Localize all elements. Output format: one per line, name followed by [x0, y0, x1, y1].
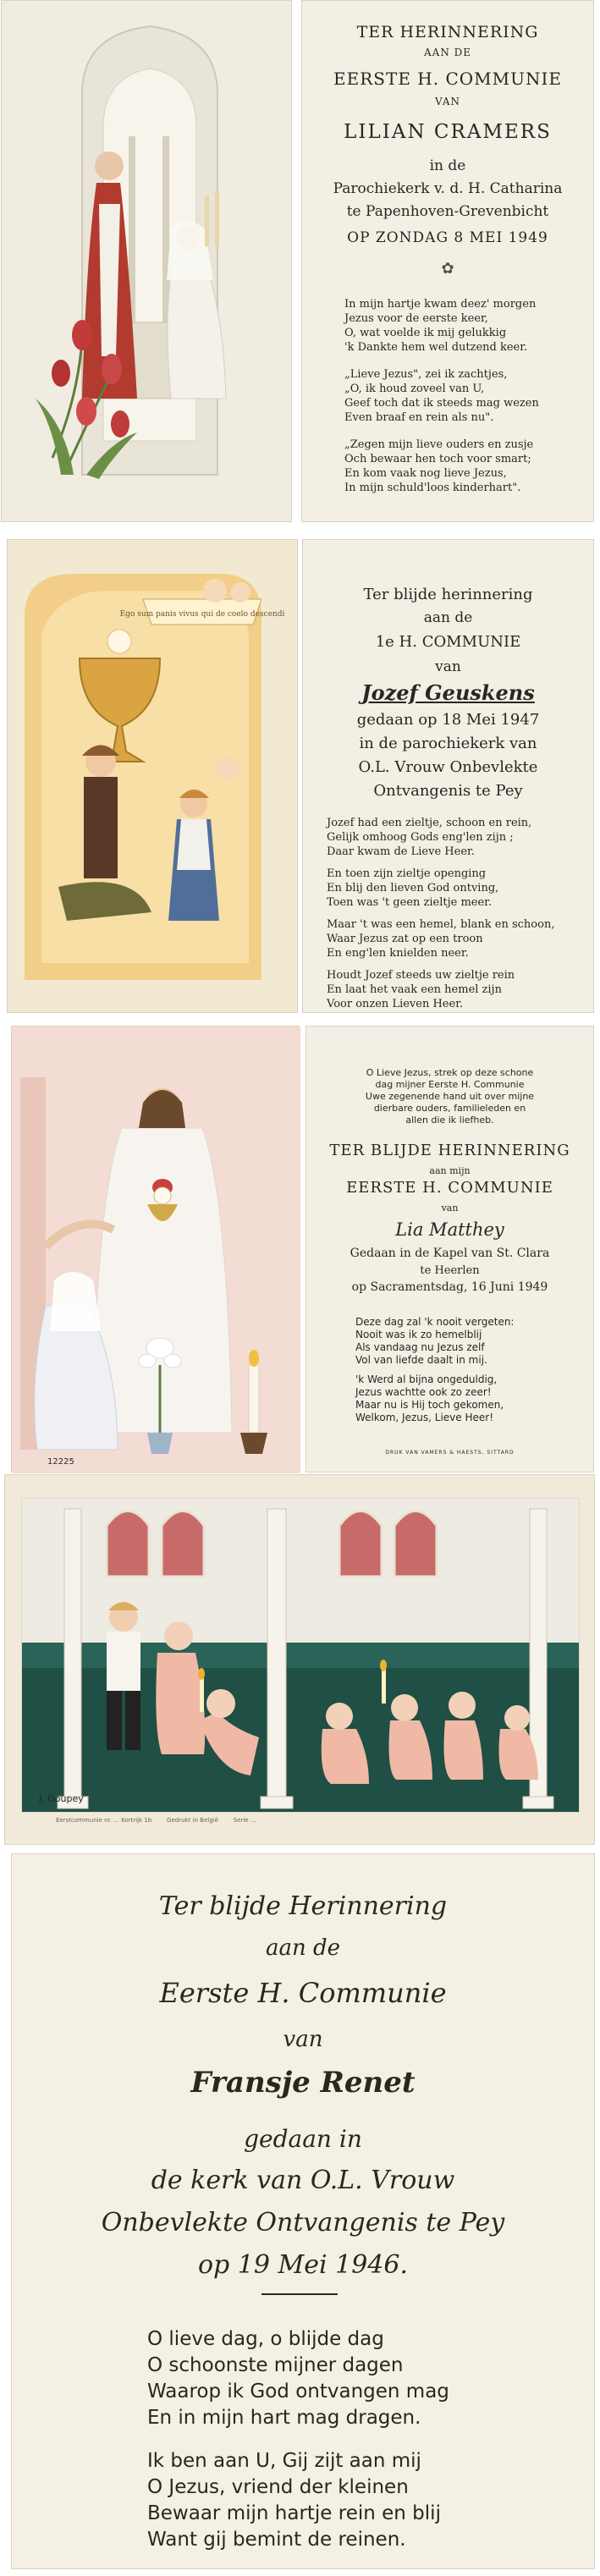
card-5-heading-2: aan de [265, 1935, 341, 1961]
banner-text: Ego sum panis vivus qui de coelo descendi [119, 610, 285, 619]
card-3-name: Lia Matthey [395, 1219, 504, 1240]
card-1-date: OP ZONDAG 8 MEI 1949 [347, 229, 548, 246]
card-1-heading-1: TER HERINNERING [356, 23, 539, 41]
card-1-heading-2: AAN DE [423, 47, 472, 58]
card-2-line-6: gedaan op 18 Mei 1947 [356, 711, 540, 729]
card-2-picture [7, 539, 298, 1013]
card-1-text [301, 0, 594, 522]
card-2-line-7: in de parochiekerk van [359, 735, 537, 752]
card-3-text [306, 1026, 594, 1472]
card-1-verse-3: „Zegen mijn lieve ouders en zusje Och bewaar hen toch voor smart; En kom vaak nog lieve Jezus, In mijn schuld'loos kinderhart". [344, 438, 534, 494]
card-5-line-6: gedaan in [244, 2125, 362, 2153]
card-5-heading-1: Ter blijde Herinnering [158, 1891, 448, 1921]
card-2-verse-4: Houdt Jozef steeds uw zieltje rein En laat het vaak een hemel zijn Voor onzen Lieven Heer. [327, 969, 515, 1010]
card-3-line-6: Gedaan in de Kapel van St. Clara [350, 1247, 550, 1260]
card-2-verse-2: En toen zijn zieltje openging En blij den lieven God ontving, Toen was 't geen zieltje meer. [327, 867, 499, 909]
card-5-verse-2: Ik ben aan U, Gij zijt aan mij O Jezus, vriend der kleinen Bewaar mijn hartje rein en blij Want gij bemint de reinen. [147, 2450, 441, 2551]
card-4-footer: Eerstcommunie nr. ... Kortrijk 1b Gedrukt in België Serie ... [56, 1817, 256, 1824]
card-1-verse-2: „Lieve Jezus", zei ik zachtjes, „O, ik houd zoveel van U, Geef toch dat ik steeds mag wezen Even braaf en rein als nu". [344, 368, 539, 424]
card-5-name: Fransje Renet [190, 2066, 416, 2100]
card-3-intro: O Lieve Jezus, strek op deze schone dag mijner Eerste H. Communie Uwe zegenende hand uit over mijne dierbare ouders, familieleden en allen die ik liefheb. [365, 1067, 535, 1126]
card-1-line-7: Parochiekerk v. d. H. Catharina [333, 180, 563, 197]
card-2-heading-4: van [435, 658, 461, 675]
card-2-line-8: O.L. Vrouw Onbevlekte [358, 758, 538, 776]
card-3-heading-2: aan mijn [429, 1165, 471, 1176]
card-1-line-8: te Papenhoven-Grevenbicht [346, 203, 549, 220]
card-2-line-9: Ontvangenis te Pey [373, 782, 523, 800]
card-2-verse-1: Jozef had een zieltje, schoon en rein, Gelijk omhoog Gods eng'len zijn ; Daar kwam de Lieve Heer. [327, 817, 532, 858]
card-1-heading-3: EERSTE H. COMMUNIE [333, 69, 562, 89]
candle-icon [249, 1365, 259, 1433]
card-5-divider [261, 2293, 338, 2295]
card-4-picture [4, 1474, 595, 1845]
card-3-heading-3: EERSTE H. COMMUNIE [346, 1179, 553, 1197]
card-5-text [11, 1853, 595, 2569]
card-4-signature: J. Goupey [39, 1793, 84, 1804]
card-3-picture [11, 1026, 300, 1472]
card-1-picture [1, 0, 292, 522]
card-2-heading-1: Ter blijde herinnering [363, 586, 533, 603]
angels-procession-illustration [5, 1475, 596, 1846]
card-2-name: Jozef Geuskens [361, 680, 535, 705]
chalice-and-kneeling-boys-illustration [8, 540, 299, 1014]
card-5-heading-4: van [283, 2027, 323, 2052]
card-3-heading-4: van [441, 1203, 459, 1214]
card-5-line-8: Onbevlekte Ontvangenis te Pey [101, 2208, 505, 2237]
card-3-verse-2: 'k Werd al bijna ongeduldig, Jezus wachtte ook zo zeer! Maar nu is Hij toch gekomen, Welkom, Jezus, Lieve Heer! [355, 1373, 504, 1423]
card-3-verse-1: Deze dag zal 'k nooit vergeten: Nooit was ik zo hemelblij Als vandaag nu Jezus zelf Vol van liefde daalt in mij. [355, 1316, 515, 1366]
card-5-line-7: de kerk van O.L. Vrouw [151, 2166, 455, 2195]
card-3-catalog-number: 12225 [47, 1457, 74, 1467]
angel-head [216, 757, 239, 780]
flower-ornament-icon: ✿ [441, 260, 454, 278]
card-5-date: op 19 Mei 1946. [198, 2250, 408, 2280]
first-communion-altar-illustration [2, 1, 293, 523]
card-5-verse-1: O lieve dag, o blijde dag O schoonste mijner dagen Waarop ik God ontvangen mag En in mijn hart mag dragen. [147, 2328, 449, 2429]
card-3-line-7: te Heerlen [420, 1264, 480, 1277]
card-1-verse-1: In mijn hartje kwam deez' morgen Jezus voor de eerste keer, O, wat voelde ik mij gelukkig 'k Dankte hem wel dutzend keer. [344, 298, 537, 354]
card-2-text [302, 539, 594, 1013]
christ-with-host-illustration [12, 1027, 300, 1473]
kneeling-boy-1 [84, 777, 118, 878]
card-2-heading-2: aan de [423, 609, 473, 626]
card-3-heading-1: TER BLIJDE HERINNERING [329, 1142, 570, 1159]
card-1-line-6: in de [429, 157, 466, 174]
card-2-verse-3: Maar 't was een hemel, blank en schoon, Waar Jezus zat op een troon En eng'len knielden neer. [327, 918, 555, 960]
card-3-line-8: op Sacramentsdag, 16 Juni 1949 [351, 1280, 548, 1294]
card-1-heading-4: VAN [434, 96, 461, 107]
card-3-printer: DRUK VAN VAMERS & HAESTS, SITTARD [385, 1450, 515, 1456]
card-2-heading-3: 1e H. COMMUNIE [375, 633, 521, 651]
card-1-name: LILIAN CRAMERS [344, 121, 552, 143]
card-5-heading-3: Eerste H. Communie [159, 1977, 447, 2009]
